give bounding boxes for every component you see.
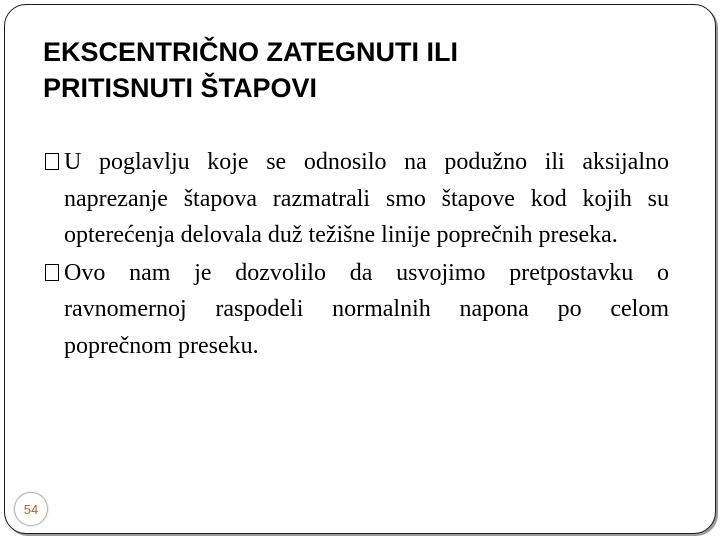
slide-title <box>43 34 673 106</box>
title-line-2: PRITISNUTI ŠTAPOVI <box>43 73 318 103</box>
square-bullet-icon <box>45 264 59 281</box>
slide-body <box>45 144 669 364</box>
square-bullet-icon <box>45 153 59 170</box>
page-number: 54 <box>14 492 48 526</box>
bullet-item <box>45 144 669 254</box>
bullet-text: Ovo nam je dozvolilo da usvojimo pretpostavku o ravnomernoj raspodeli normalnih napona po celom poprečnom preseku. <box>64 259 669 359</box>
title-line-1: EKSCENTRIČNO ZATEGNUTI ILI <box>43 37 458 67</box>
bullet-text: U poglavlju koje se odnosilo na podužno ili aksijalno naprezanje štapova razmatrali smo štapove kod kojih su opterećenja delovala duž težišne linije poprečnih preseka. <box>64 149 669 248</box>
bullet-item <box>45 255 669 365</box>
